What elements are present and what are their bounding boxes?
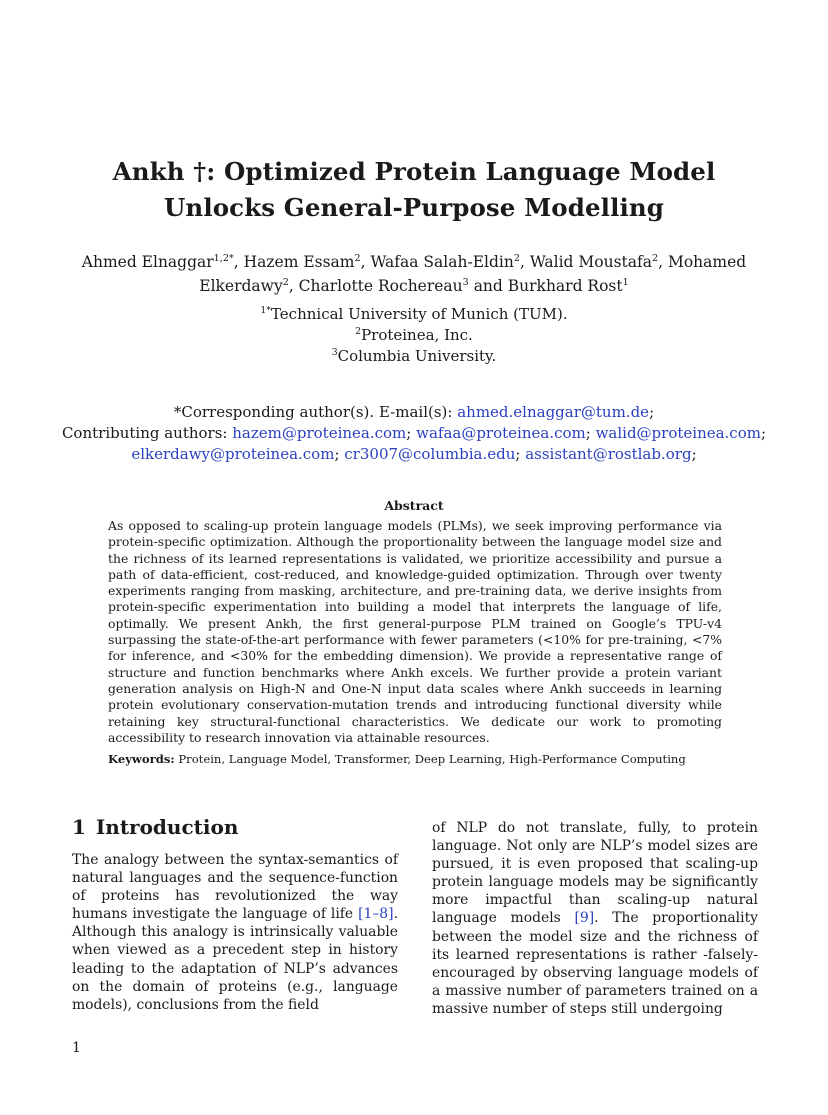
paper-title bbox=[0, 154, 828, 226]
author: Burkhard Rost$^1$ bbox=[507, 276, 629, 295]
contributing-authors-line-2: elkerdawy@proteinea.com; cr3007@columbia.edu; assistant@rostlab.org; bbox=[131, 445, 697, 463]
email-link[interactable]: hazem@proteinea.com bbox=[232, 424, 407, 442]
email-link[interactable]: assistant@rostlab.org bbox=[525, 445, 692, 463]
author: Mohamed Elkerdawy$^2$ bbox=[199, 253, 747, 295]
author-list: Ahmed Elnaggar$^{1,2*}$, Hazem Essam$^2$, Wafaa Salah-Eldin$^2$, Walid Moustafa$^2$, Mohamed Elkerdawy$^2$, Charlotte Rochereau$^3$ and Burkhard Rost$^1$ bbox=[81, 252, 747, 295]
citation-link[interactable]: [1–8] bbox=[358, 906, 394, 923]
keywords bbox=[108, 751, 748, 767]
keywords-label: Keywords: bbox=[108, 752, 175, 766]
author: Charlotte Rochereau$^3$ bbox=[298, 276, 469, 295]
affiliation: $^2$Proteinea, Inc. bbox=[355, 326, 473, 344]
section-heading bbox=[72, 813, 238, 841]
body-column-left: The analogy between the syntax-semantics of natural languages and the sequence-function of proteins has revolutionized the way humans investigate the language of life [1–8]. Although this analogy is intrinsically valuable when viewed as a precedent step in history leading to the adaptation of NLP’s advances on the domain of proteins (e.g., language models), conclusions from the field bbox=[72, 852, 398, 1013]
contact-block bbox=[30, 402, 798, 465]
corresponding-author-line: *Corresponding author(s). E-mail(s): ahmed.elnaggar@tum.de; bbox=[173, 403, 655, 421]
title-line-1: Ankh †: Optimized Protein Language Model bbox=[112, 157, 716, 186]
email-link[interactable]: wafaa@proteinea.com bbox=[416, 424, 586, 442]
abstract-heading: Abstract bbox=[384, 498, 444, 513]
email-link[interactable]: walid@proteinea.com bbox=[595, 424, 761, 442]
affiliation-list bbox=[0, 304, 828, 367]
section-title: Introduction bbox=[95, 815, 239, 839]
citation-link[interactable]: [9] bbox=[574, 910, 595, 927]
abstract-text: As opposed to scaling-up protein language models (PLMs), we seek improving performance via protein-specific optimization. Although the proportionality between the language model size and the richness of its learned representations is validated, we prioritize accessibility and pursue a path of data-efficient, cost-reduced, and knowledge-guided optimization. Through over twenty experiments ranging from masking, architecture, and pre-training data, we derive insights from protein-specific experimentation into building a model that interprets the language of life, optimally. We present Ankh, the first general-purpose PLM trained on Google’s TPU-v4 surpassing the state-of-the-art performance with fewer parameters (<10% for pre-training, <7% for inference, and <30% for the embedding dimension). We provide a representative range of structure and function benchmarks where Ankh excels. We further provide a protein variant generation analysis on High-N and One-N input data scales where Ankh succeeds in learning protein evolutionary conservation-mutation trends and introducing functional diversity while retaining key structural-functional characteristics. We dedicate our work to promoting accessibility to research innovation via attainable resources. bbox=[108, 518, 722, 745]
author: Hazem Essam$^2$ bbox=[243, 252, 361, 271]
author: Walid Moustafa$^2$ bbox=[529, 252, 659, 271]
email-link[interactable]: ahmed.elnaggar@tum.de bbox=[457, 403, 650, 421]
contributing-authors-line: Contributing authors: hazem@proteinea.com; wafaa@proteinea.com; walid@proteinea.com; bbox=[61, 424, 767, 442]
body-column-right: of NLP do not translate, fully, to protein language. Not only are NLP’s model sizes are pursued, it is even proposed that scaling-up protein language models may be significantly more impactful than scaling-up natural language models [9]. The proportionality between the model size and the richness of its learned representations is rather -falsely- encouraged by observing language models of a massive number of parameters trained on a massive number of steps still undergoing bbox=[432, 820, 758, 1017]
affiliation: $^{1*}$Technical University of Munich (TUM). bbox=[260, 305, 568, 323]
email-link[interactable]: elkerdawy@proteinea.com bbox=[131, 445, 335, 463]
email-link[interactable]: cr3007@columbia.edu bbox=[344, 445, 516, 463]
title-line-2: Unlocks General-Purpose Modelling bbox=[163, 193, 665, 222]
affiliation: $^3$Columbia University. bbox=[331, 347, 497, 365]
keywords-text: Protein, Language Model, Transformer, Deep Learning, High-Performance Computing bbox=[174, 752, 686, 766]
author: Ahmed Elnaggar$^{1,2*}$ bbox=[81, 252, 234, 271]
section-number: 1 bbox=[72, 815, 86, 839]
page-number: 1 bbox=[72, 1040, 81, 1056]
author: Wafaa Salah-Eldin$^2$ bbox=[370, 252, 520, 271]
